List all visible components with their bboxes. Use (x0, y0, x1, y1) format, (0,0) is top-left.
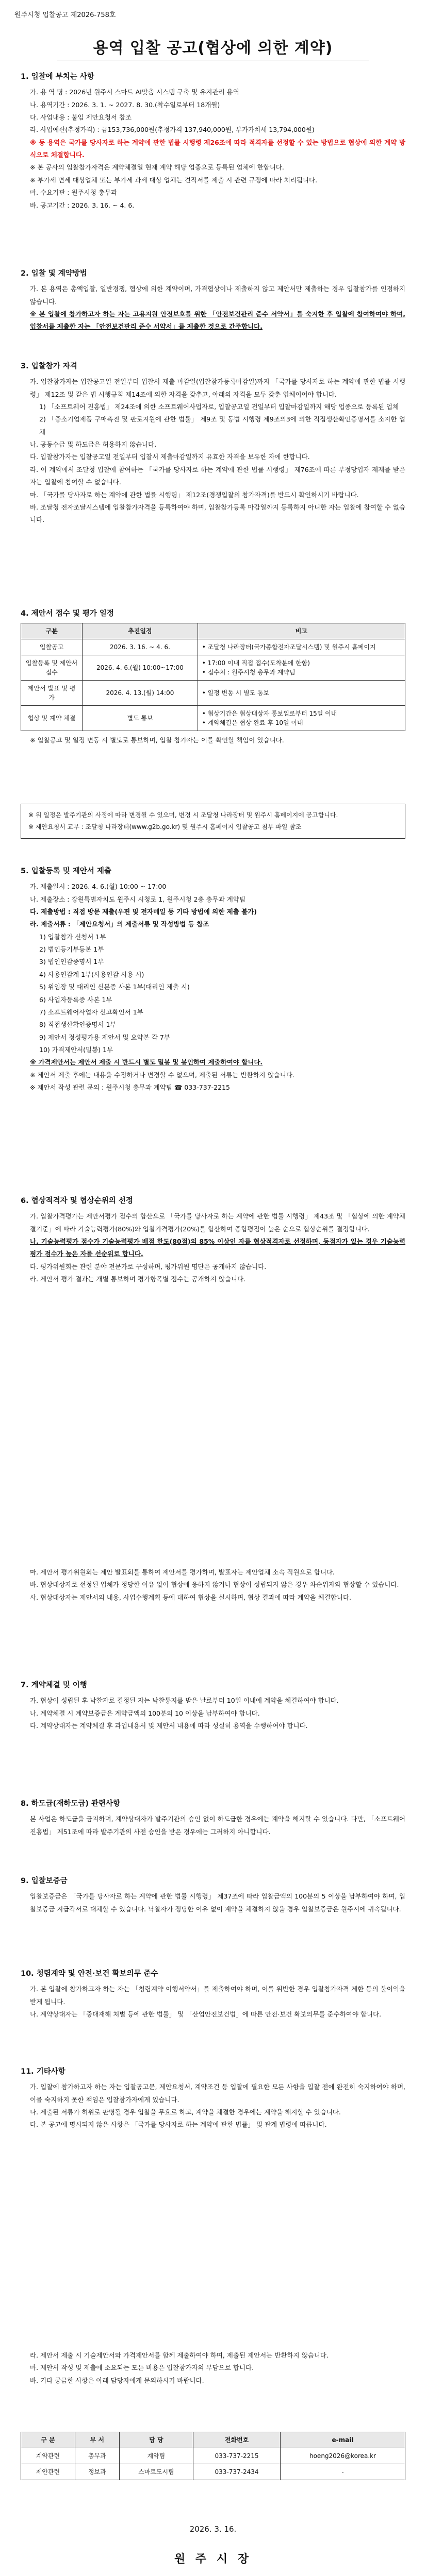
section-2 (21, 268, 405, 333)
list-item: 라. 제출서류 : 「제안요청서」의 제출서류 및 작성방법 등 참조 (30, 920, 209, 928)
box-line: ※ 위 일정은 발주기관의 사정에 따라 변경될 수 있으며, 변경 시 조달청 나라장터 및 원주시 홈페이지에 공고합니다. (28, 811, 338, 819)
contact-table (21, 2432, 405, 2480)
list-item: 마. 수요기관 : 원주시청 총무과 (30, 189, 117, 197)
list-item: 바. 조달청 전자조달시스템에 입찰참가자격을 등록하여야 하며, 입찰참가등록 마감일까지 등록하지 아니한 자는 입찰에 참여할 수 없습니다. (30, 503, 405, 524)
list-item: 나. 용역기간 : 2026. 3. 1. ~ 2027. 8. 30.(착수일로부터 18개월) (30, 100, 220, 109)
list-item: 나. 제출된 서류가 허위로 판명될 경우 입찰을 무효로 하고, 계약을 체결한 경우에는 계약을 해지할 수 있습니다. (30, 2108, 341, 2116)
list-item: 3) 법인인감증명서 1부 (39, 958, 104, 966)
section-heading: 2. 입찰 및 계약방법 (21, 269, 87, 278)
table-row (21, 655, 405, 681)
list-item: 다. 입찰참가자는 입찰공고일 전일부터 입찰서 제출마감일까지 유효한 자격을 보유한 자에 한합니다. (30, 453, 310, 461)
table-row (21, 2464, 405, 2480)
section-1 (21, 71, 405, 212)
section-6 (21, 1195, 405, 1285)
section-6-continued (21, 1566, 405, 1604)
section-10 (21, 1968, 405, 2021)
table-cell: 총무과 (75, 2448, 119, 2464)
list-item: 가. 본 입찰에 참가하고자 하는 자는 「청렴계약 이행서약서」를 제출하여야 하며, 이를 위반한 경우 입찰참가자격 제한 등의 불이익을 받게 됩니다. (30, 1985, 405, 2006)
table-header: 부 서 (75, 2432, 119, 2448)
section-heading: 9. 입찰보증금 (21, 1877, 68, 1885)
paragraph: 입찰보증금은 「국가를 당사자로 하는 계약에 관한 법률 시행령」 제37조에 따라 입찰금액의 100분의 5 이상을 납부하여야 하며, 입찰보증금 지급각서로 대체할 수 있습니다. 낙찰자가 정당한 이유 없이 계약을 체결하지 않을 경우 입찰보증금은 원주시에 귀속됩니다. (30, 1892, 405, 1913)
table-cell: 제안관련 (21, 2464, 75, 2480)
list-item: 4) 사용인감계 1부(사용인감 사용 시) (39, 970, 144, 978)
list-item: 나. 공동수급 및 하도급은 허용하지 않습니다. (30, 440, 157, 449)
table-row (21, 706, 405, 731)
list-item: 2) 「중소기업제품 구매촉진 및 판로지원에 관한 법률」 제9조 및 동법 시행령 제9조의3에 의한 직접생산확인증명서를 소지한 업체 (39, 415, 405, 436)
list-item: 가. 입찰가격평가는 제안서평가 점수의 합산으로 「국가를 당사자로 하는 계약에 관한 법률 시행령」 제43조 및 「협상에 의한 계약체결기준」에 따라 기술능력평가(80%)와 입찰가격평가(20%)를 합산하여 종합평점이 높은 순으로 협상순위를 결정합니다. (30, 1212, 405, 1233)
section-5 (21, 866, 405, 1094)
issuer-signature: 원 주 시 장 (174, 2553, 252, 2566)
schedule-table (21, 623, 405, 731)
table-cell: 2026. 4. 6.(월) 10:00~17:00 (83, 655, 198, 681)
list-item: 다. 사업내용 : 붙임 제안요청서 참조 (30, 113, 132, 121)
list-item: 나. 계약상대자는 「중대재해 처벌 등에 관한 법률」 및 「산업안전보건법」에 따른 안전·보건 확보의무를 준수하여야 합니다. (30, 2010, 382, 2018)
list-item: 라. 제안서 제출 시 기술제안서와 가격제안서를 함께 제출하여야 하며, 제출된 제안서는 반환하지 않습니다. (30, 2351, 329, 2359)
table-cell: 2026. 3. 16. ~ 4. 6. (83, 639, 198, 655)
notice-note: ※ 부가세 면세 대상업체 또는 부가세 과세 대상 업체는 견적서를 제출 시 관련 규정에 따라 처리됩니다. (30, 176, 318, 184)
table-cell: 033-737-2215 (193, 2448, 281, 2464)
table-row (21, 2448, 405, 2464)
table-cell: 제안서 발표 및 평가 (21, 681, 83, 706)
section-heading: 7. 계약체결 및 이행 (21, 1681, 87, 1689)
list-item: 가. 입찰에 참가하고자 하는 자는 입찰공고문, 제안요청서, 계약조건 등 입찰에 필요한 모든 사항을 입찰 전에 완전히 숙지하여야 하며, 이를 숙지하지 못한 책임은 입찰참가자에게 있습니다. (30, 2083, 405, 2104)
table-row (21, 681, 405, 706)
list-item: 라. 사업예산(추정가격) : 금153,736,000원(추정가격 137,940,000원, 부가가치세 13,794,000원) (30, 126, 315, 134)
table-cell: hoeng2026@korea.kr (281, 2448, 405, 2464)
table-cell: - (281, 2464, 405, 2480)
list-item: 나. 계약체결 시 계약보증금은 계약금액의 100분의 10 이상을 납부하여야 합니다. (30, 1709, 260, 1717)
list-item: 다. 평가위원회는 관련 분야 전문가로 구성하며, 평가위원 명단은 공개하지 않습니다. (30, 1262, 267, 1270)
list-item: 8) 직접생산확인증명서 1부 (39, 1021, 117, 1029)
table-cell: 입찰등록 및 제안서 접수 (21, 655, 83, 681)
list-item: 1) 입찰참가 신청서 1부 (39, 933, 106, 941)
section-heading: 6. 협상적격자 및 협상순위의 선정 (21, 1197, 133, 1205)
list-item: 라. 이 계약에서 조달청 입찰에 참여하는 「국가를 당사자로 하는 계약에 관한 법률 시행령」 제76조에 따른 부정당업자 제재를 받은 자는 입찰에 참여할 수 없습니다. (30, 465, 405, 486)
section-3 (21, 361, 405, 527)
list-item: 가. 본 용역은 총액입찰, 일반경쟁, 협상에 의한 계약이며, 가격협상이나 제출하지 않고 제안서만 제출하는 경우 입찰참가를 인정하지 않습니다. (30, 285, 405, 306)
table-cell: • 조달청 나라장터(국가종합전자조달시스템) 및 원주시 홈페이지 (198, 639, 405, 655)
table-cell: 협상 및 계약 체결 (21, 706, 83, 731)
section-heading: 1. 입찰에 부치는 사항 (21, 73, 94, 81)
list-item: 7) 소프트웨어사업자 신고확인서 1부 (39, 1008, 143, 1016)
table-cell: • 일정 변동 시 별도 통보 (198, 681, 405, 706)
list-item: 가. 제출일시 : 2026. 4. 6.(월) 10:00 ~ 17:00 (30, 883, 167, 891)
list-item: 사. 협상대상자는 제안서의 내용, 사업수행계획 등에 대하여 협상을 실시하며, 협상 결과에 따라 계약을 체결합니다. (30, 1593, 351, 1601)
notice-note: ※ 가격제안서는 제안서 제출 시 반드시 별도 밀봉 및 봉인하여 제출하여야 합니다. (30, 1058, 263, 1066)
table-cell: 계약팀 (119, 2448, 193, 2464)
table-header: 추진일정 (83, 623, 198, 639)
list-item: 바. 협상대상자로 선정된 업체가 정당한 이유 없이 협상에 응하지 않거나 협상이 성립되지 않은 경우 차순위자와 협상할 수 있습니다. (30, 1581, 399, 1589)
contact-note: ※ 제안서 작성 관련 문의 : 원주시청 총무과 계약팀 ☎ 033-737-2215 (30, 1083, 230, 1092)
list-item: 마. 제안서 평가위원회는 제안 발표회를 통하여 제안서를 평가하며, 발표자는 제안업체 소속 직원으로 합니다. (30, 1568, 335, 1576)
list-item: 10) 가격제안서(밀봉) 1부 (39, 1046, 113, 1054)
section-11 (21, 2066, 405, 2131)
table-cell: 033-737-2434 (193, 2464, 281, 2480)
list-item: 5) 위임장 및 대리인 신분증 사본 1부(대리인 제출 시) (39, 983, 190, 991)
table-header: e-mail (281, 2432, 405, 2448)
table-cell: 2026. 4. 13.(월) 14:00 (83, 681, 198, 706)
notice-note: ※ 본 입찰에 참가하고자 하는 자는 고용지원 안전보호를 위한 「안전보건관리 준수 서약서」를 숙지한 후 입찰에 참여하여야 하며, 입찰서를 제출한 자는 「안전보건관리 준수 서약서」를 제출한 것으로 간주합니다. (30, 310, 405, 331)
table-cell: 입찰공고 (21, 639, 83, 655)
notice-date: 2026. 3. 16. (189, 2524, 237, 2534)
list-item: 바. 공고기간 : 2026. 3. 16. ~ 4. 6. (30, 201, 135, 209)
list-item: 바. 기타 궁금한 사항은 아래 담당자에게 문의하시기 바랍니다. (30, 2376, 204, 2384)
section-7 (21, 1680, 405, 1732)
table-header: 구 분 (21, 2432, 75, 2448)
section-heading: 5. 입찰등록 및 제안서 제출 (21, 867, 111, 875)
list-item: 가. 용 역 명 : 2026년 원주시 스마트 AI맞춤 시스템 구축 및 유지관리 용역 (30, 88, 239, 96)
table-cell: • 협상기간은 협상대상자 통보일로부터 15일 이내 • 계약체결은 협상 완료 후 10일 이내 (198, 706, 405, 731)
list-item: 9) 제안서 정성평가용 제안서 및 요약본 각 7부 (39, 1033, 170, 1041)
table-header: 구분 (21, 623, 83, 639)
paragraph: 본 사업은 하도급을 금지하며, 계약상대자가 발주기관의 승인 없이 하도급한 경우에는 계약을 해지할 수 있습니다. 다만, 「소프트웨어 진흥법」 제51조에 따라 발주기관의 사전 승인을 받은 경우에는 그러하지 아니합니다. (30, 1815, 405, 1836)
notice-note: ※ 제안서 제출 후에는 내용을 수정하거나 변경할 수 없으며, 제출된 서류는 반환하지 않습니다. (30, 1071, 294, 1079)
notice-note: ※ 본 공사의 입찰참가자격은 계약체결일 현재 계약 해당 업종으로 등록된 업체에 한합니다. (30, 163, 284, 172)
list-item: 라. 제안서 평가 결과는 개별 통보하며 평가항목별 점수는 공개하지 않습니다. (30, 1275, 246, 1283)
list-item: 다. 제출방법 : 직접 방문 제출(우편 및 전자메일 등 기타 방법에 의한 제출 불가) (30, 907, 257, 916)
contact-section (21, 2432, 405, 2480)
list-item: 다. 본 공고에 명시되지 않은 사항은 「국가를 당사자로 하는 계약에 관한 법률」 및 관계 법령에 따릅니다. (30, 2121, 327, 2129)
table-header: 담 당 (119, 2432, 193, 2448)
table-cell: 정보과 (75, 2464, 119, 2480)
table-cell: 별도 통보 (83, 706, 198, 731)
table-cell: • 17:00 이내 직접 접수(도착분에 한함) • 접수처 : 원주시청 총무과 계약팀 (198, 655, 405, 681)
list-item: 마. 「국가를 당사자로 하는 계약에 관한 법률 시행령」 제12조(경쟁입찰의 참가자격)를 반드시 확인하시기 바랍니다. (30, 490, 359, 499)
section-11-continued (21, 2349, 405, 2387)
list-item: 가. 입찰참가자는 입찰공고일 전일부터 입찰서 제출 마감일(입찰참가등록마감일)까지 「국가를 당사자로 하는 계약에 관한 법률 시행령」 제12조 및 같은 법 시행규칙 제14조에 의한 자격을 갖추고, 아래의 자격을 모두 갖춘 업체이어야 합니다. (30, 378, 405, 398)
table-cell: 스마트도시팀 (119, 2464, 193, 2480)
list-item: 6) 사업자등록증 사본 1부 (39, 995, 112, 1004)
table-note: ※ 입찰공고 및 일정 변동 시 별도로 통보하며, 입찰 참가자는 이를 확인할 책임이 있습니다. (30, 736, 284, 744)
list-item: 가. 협상이 성립된 후 낙찰자로 결정된 자는 낙찰통지를 받은 날로부터 10일 이내에 계약을 체결하여야 합니다. (30, 1697, 339, 1705)
section-heading: 10. 청렴계약 및 안전·보건 확보의무 준수 (21, 1970, 158, 1978)
notice-box (21, 804, 405, 839)
list-item: 다. 계약상대자는 계약체결 후 과업내용서 및 제안서 내용에 따라 성실히 용역을 수행하여야 합니다. (30, 1721, 308, 1730)
section-heading: 8. 하도급(재하도급) 관련사항 (21, 1800, 121, 1808)
section-heading: 4. 제안서 접수 및 평가 일정 (21, 609, 114, 618)
list-item: 1) 「소프트웨어 진흥법」 제24조에 의한 소프트웨어사업자로, 입찰공고일 전일부터 입찰마감일까지 해당 업종으로 등록된 업체 (39, 402, 399, 411)
section-8 (21, 1798, 405, 1838)
table-cell: 계약관련 (21, 2448, 75, 2464)
list-item: 마. 제안서 작성 및 제출에 소요되는 모든 비용은 입찰참가자의 부담으로 합니다. (30, 2364, 254, 2372)
table-row (21, 639, 405, 655)
list-item: 나. 제출장소 : 강원특별자치도 원주시 시청로 1, 원주시청 2층 총무과 계약팀 (30, 895, 245, 903)
section-heading: 11. 기타사항 (21, 2067, 65, 2076)
list-item: 2) 법인등기부등본 1부 (39, 945, 104, 954)
page-title: 용역 입찰 공고(협상에 의한 계약) (93, 39, 333, 57)
notice-note: ※ 동 용역은 국가를 당사자로 하는 계약에 관한 법률 시행령 제26조에 따라 적격자를 선정할 수 있는 방법으로 협상에 의한 계약 방식으로 체결합니다. (30, 138, 405, 159)
section-heading: 3. 입찰참가 자격 (21, 362, 77, 370)
table-header: 전화번호 (193, 2432, 281, 2448)
section-4 (21, 608, 405, 747)
list-item: 나. 기술능력평가 점수가 기술능력평가 배점 한도(80점)의 85% 이상인 자를 협상적격자로 선정하며, 동점자가 있는 경우 기술능력평가 점수가 높은 자를 선순위로 합니다. (30, 1237, 405, 1258)
section-9 (21, 1875, 405, 1916)
box-line: ※ 제안요청서 교부 : 조달청 나라장터(www.g2b.go.kr) 및 원주시 홈페이지 입찰공고 첨부 파일 참조 (28, 823, 302, 831)
document-number: 원주시청 입찰공고 제2026-758호 (14, 11, 116, 19)
table-header: 비고 (198, 623, 405, 639)
